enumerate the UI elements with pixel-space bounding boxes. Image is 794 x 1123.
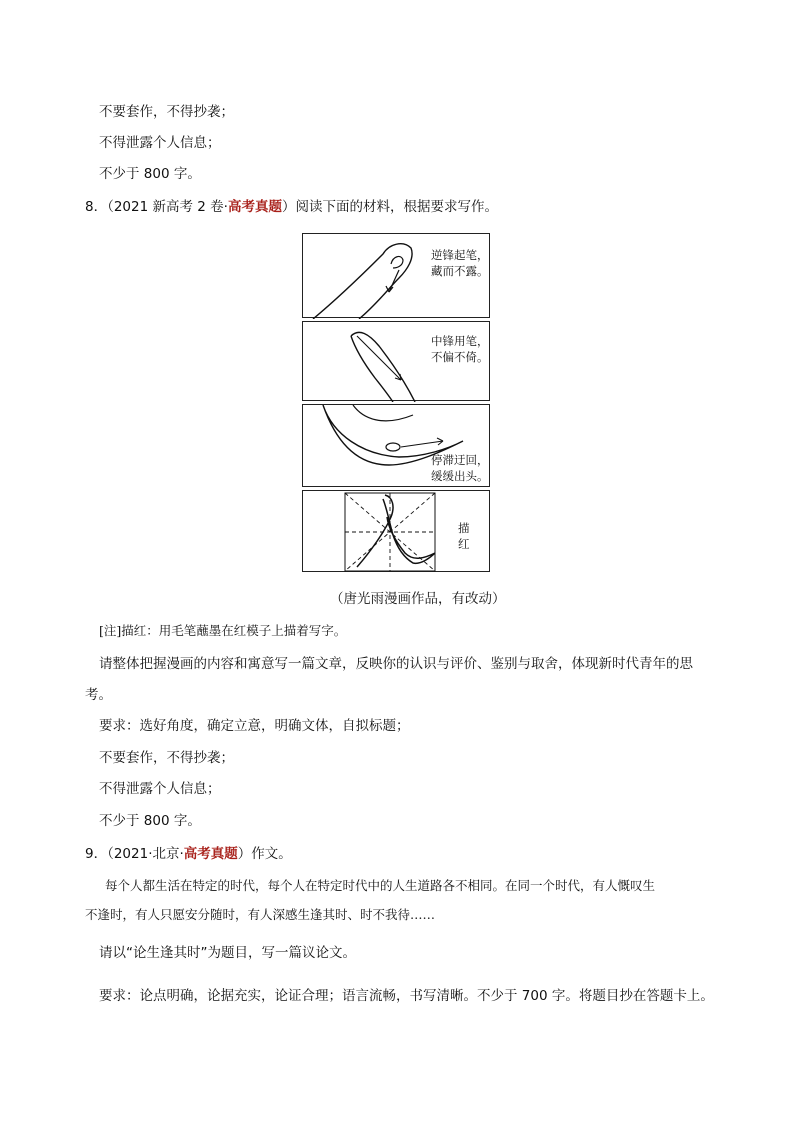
prompt-line: 请以“论生逢其时”为题目，写一篇议论文。 <box>99 945 356 961</box>
question-number: 9． <box>85 846 108 862</box>
req-line: 要求：选好角度，确定立意，明确文体，自拟标题； <box>99 718 410 734</box>
panel-caption: 红 <box>458 537 470 551</box>
prompt-line: 考。 <box>85 687 112 703</box>
panel-caption: 描 <box>458 521 470 535</box>
panel-caption: 藏而不露。 <box>431 264 489 278</box>
material-line: 每个人都生活在特定的时代，每个人在特定时代中的人生道路各不相同。在同一个时代，有人慨叹生 <box>105 878 656 893</box>
question-instruction: ）作文。 <box>237 846 292 862</box>
comic-panel-2 <box>302 321 490 401</box>
comic-panel-1 <box>302 233 490 318</box>
material-line: 不逢时，有人只愿安分随时，有人深感生逢其时、时不我待…… <box>85 907 436 922</box>
note: [注]描红：用毛笔蘸墨在红模子上描着写字。 <box>99 623 347 638</box>
question-number: 8． <box>85 199 108 215</box>
question-9-header <box>85 844 292 864</box>
question-source: （2021·北京· <box>107 846 184 862</box>
panel-caption: 中锋用笔， <box>431 334 489 348</box>
req-line: 不少于 800 字。 <box>99 813 201 829</box>
comic-caption: （唐光雨漫画作品，有改动） <box>330 591 506 607</box>
prompt-line: 请整体把握漫画的内容和寓意写一篇文章，反映你的认识与评价、鉴别与取舍，体现新时代青年的思 <box>99 656 693 672</box>
req-line: 不要套作，不得抄袭； <box>99 750 234 766</box>
source-tag: 高考真题 <box>227 199 282 215</box>
comic-panel-4 <box>302 490 490 572</box>
comic-panel-3 <box>302 404 490 487</box>
req-line: 要求：论点明确，论据充实，论证合理；语言流畅，书写清晰。不少于 700 字。将题目抄在答题卡上。 <box>99 988 714 1004</box>
source-tag: 高考真题 <box>183 846 238 862</box>
req-line: 不要套作，不得抄袭； <box>99 104 234 120</box>
panel-caption: 缓缓出头。 <box>431 469 489 483</box>
question-8-header <box>85 197 498 217</box>
req-line: 不少于 800 字。 <box>99 166 201 182</box>
req-line: 不得泄露个人信息； <box>99 781 221 797</box>
question-instruction: ）阅读下面的材料，根据要求写作。 <box>281 199 498 215</box>
panel-caption: 不偏不倚。 <box>431 350 489 364</box>
req-line: 不得泄露个人信息； <box>99 135 221 151</box>
question-source: （2021 新高考 2 卷· <box>107 199 228 215</box>
panel-caption: 逆锋起笔， <box>431 248 489 262</box>
panel-caption: 停滞迂回， <box>431 453 489 467</box>
